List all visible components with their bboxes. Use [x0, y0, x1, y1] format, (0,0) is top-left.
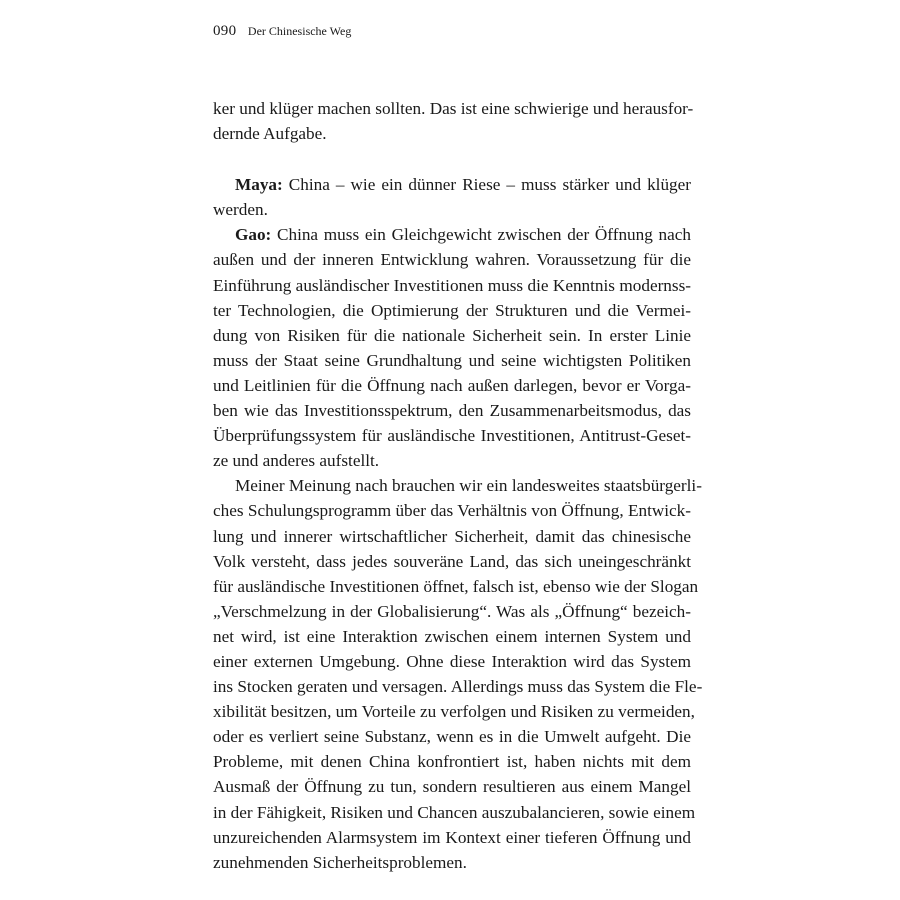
page-number: 090 [213, 23, 237, 39]
text-line: in der Fähigkeit, Risiken und Chancen auszubalancieren, sowie einem [213, 802, 696, 822]
text-line: ter Technologien, die Optimierung der Strukturen und die Vermei- [213, 300, 691, 320]
text-line [213, 222, 691, 247]
text-line: ze und anderes aufstellt. [213, 451, 380, 471]
text-line: xibilität besitzen, um Vorteile zu verfolgen und Risiken zu vermeiden, [213, 702, 695, 722]
text-line: werden. [213, 200, 268, 220]
speaker-label: Maya: [235, 175, 283, 195]
text-line: Volk versteht, dass jedes souveräne Land, das sich uneingeschränkt [213, 551, 691, 571]
text-line: Ausmaß der Öffnung zu tun, sondern resultieren aus einem Mangel [213, 777, 691, 797]
text-line: Probleme, mit denen China konfrontiert ist, haben nichts mit dem [213, 752, 691, 772]
text-line: dung von Risiken für die nationale Sicherheit sein. In erster Linie [213, 325, 691, 345]
book-title: Der Chinesische Weg [247, 24, 352, 38]
paragraph-maya [213, 172, 691, 222]
text-line: ins Stocken geraten und versagen. Allerdings muss das System die Fle- [213, 677, 703, 697]
text-line: „Verschmelzung in der Globalisierung“. Was als „Öffnung“ bezeich- [213, 601, 691, 621]
text-line: ben wie das Investitionsspektrum, den Zusammenarbeitsmodus, das [213, 401, 691, 421]
text-line: net wird, ist eine Interaktion zwischen einem internen System und [213, 626, 691, 646]
text-line: Einführung ausländischer Investitionen muss die Kenntnis modernss- [213, 275, 691, 295]
text-line [213, 172, 691, 197]
text-line: lung und innerer wirtschaftlicher Sicherheit, damit das chinesische [213, 526, 691, 546]
text-line: und Leitlinien für die Öffnung nach außen darlegen, bevor er Vorga- [213, 375, 691, 395]
text-line: ker und klüger machen sollten. Das ist eine schwierige und herausfor- [213, 99, 694, 118]
text-line: ches Schulungsprogramm über das Verhältnis von Öffnung, Entwick- [213, 501, 691, 521]
text-line: dernde Aufgabe. [213, 124, 327, 144]
text-line: außen und der inneren Entwicklung wahren. Voraussetzung für die [213, 250, 691, 270]
dialogue-text: China – wie ein dünner Riese – muss stärker und klüger [282, 175, 691, 195]
text-line: zunehmenden Sicherheitsproblemen. [213, 852, 467, 872]
paragraph-spacer [213, 146, 691, 172]
text-line: für ausländische Investitionen öffnet, falsch ist, ebenso wie der Slogan [213, 576, 699, 596]
text-line: muss der Staat seine Grundhaltung und seine wichtigsten Politiken [213, 350, 691, 370]
text-line: einer externen Umgebung. Ohne diese Interaktion wird das System [213, 651, 691, 671]
running-head [213, 22, 351, 41]
text-line: unzureichenden Alarmsystem im Kontext einer tieferen Öffnung und [213, 827, 691, 847]
text-line: oder es verliert seine Substanz, wenn es in die Umwelt aufgeht. Die [213, 727, 691, 747]
body-text [213, 96, 703, 875]
text-line: Überprüfungssystem für ausländische Investitionen, Antitrust-Geset- [213, 426, 691, 446]
speaker-label: Gao: [235, 225, 272, 245]
paragraph-gao [213, 222, 691, 473]
paragraph-1 [213, 96, 694, 146]
dialogue-text: China muss ein Gleichgewicht zwischen der Öffnung nach [271, 225, 691, 245]
text-line: Meiner Meinung nach brauchen wir ein landesweites staatsbürgerli- [235, 476, 702, 496]
paragraph-4 [213, 473, 703, 875]
